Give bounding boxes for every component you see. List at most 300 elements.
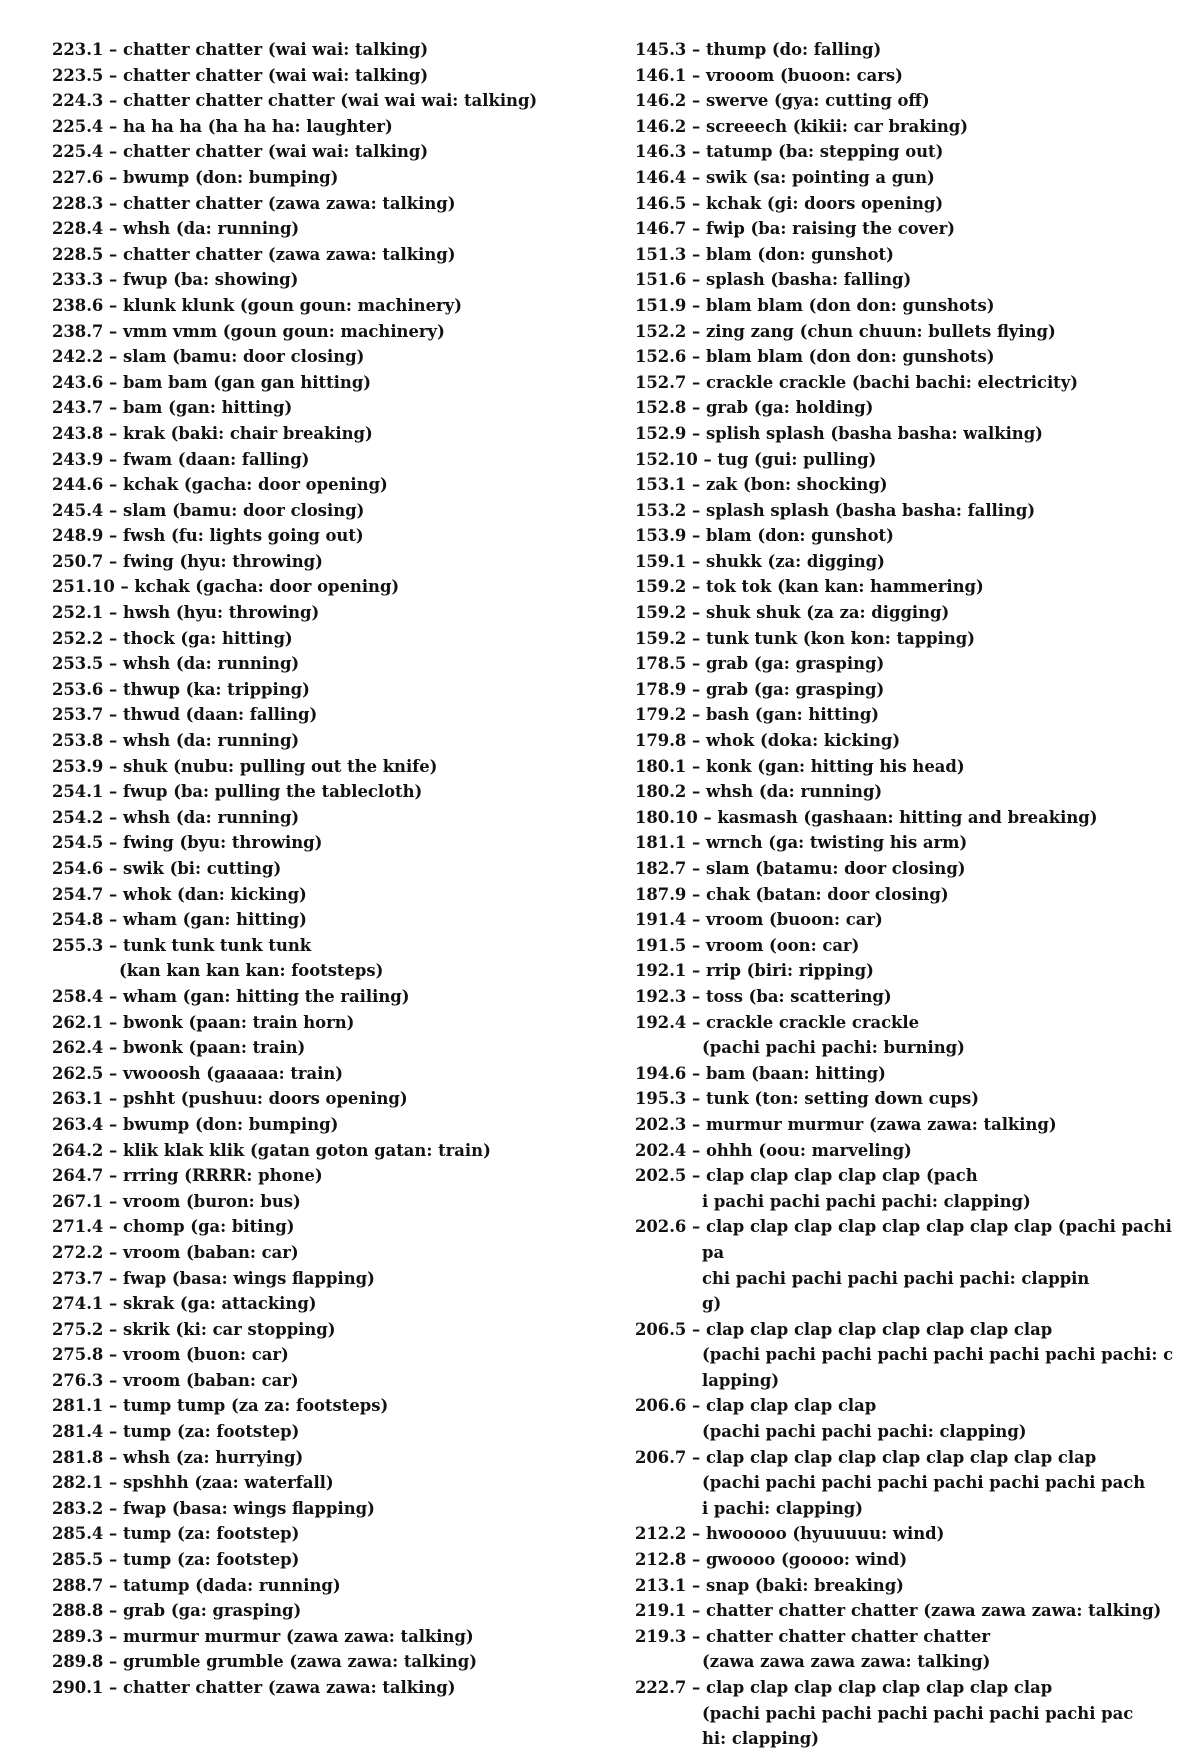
sound-effect-entry: [52, 293, 612, 319]
sound-effect-entry: [635, 1598, 1180, 1624]
separator-dash: –: [692, 244, 701, 264]
page-panel-code: 253.5: [52, 654, 104, 674]
separator-dash: –: [109, 40, 118, 59]
sound-effect-entry: [635, 1214, 1180, 1316]
sound-effect-text: vrooom (buoon: cars): [705, 65, 903, 85]
sound-effect-entry: [635, 114, 1180, 140]
separator-dash: –: [692, 1319, 701, 1339]
sound-effect-text: fwing (hyu: throwing): [122, 551, 323, 571]
sound-effect-text: slam (bamu: door closing): [122, 347, 365, 367]
separator-dash: –: [109, 116, 118, 136]
sound-effect-entry: [52, 370, 612, 396]
sound-effect-text: kchak (gi: doors opening): [705, 193, 944, 213]
sound-effect-text: wham (gan: hitting): [122, 910, 307, 930]
sound-effect-text: whsh (da: running): [122, 731, 300, 751]
sound-effect-entry: [52, 1419, 612, 1445]
separator-dash: –: [692, 321, 701, 341]
sound-effect-entry: [635, 958, 1180, 984]
page-panel-code: 275.2: [52, 1319, 104, 1339]
sound-effect-entry: [52, 114, 612, 140]
sound-effect-text: zak (bon: shocking): [705, 475, 888, 495]
page-panel-code: 212.2: [635, 1524, 687, 1544]
sound-effect-text: fwing (byu: throwing): [122, 833, 323, 853]
sound-effect-entry: [635, 882, 1180, 908]
separator-dash: –: [692, 372, 701, 392]
page-panel-code: 192.3: [635, 986, 687, 1006]
separator-dash: –: [692, 1601, 701, 1621]
sound-effect-entry: [52, 1649, 612, 1675]
sound-effect-text: screeech (kikii: car braking): [705, 116, 968, 136]
sound-effect-entry: [52, 702, 612, 728]
page-panel-code: 275.8: [52, 1345, 104, 1365]
separator-dash: –: [109, 1473, 118, 1493]
sound-effect-text: thock (ga: hitting): [122, 628, 293, 648]
separator-dash: –: [109, 603, 118, 623]
page-panel-code: 202.4: [635, 1140, 687, 1160]
sound-effect-entry: [635, 1547, 1180, 1573]
sound-effect-entry: [635, 1086, 1180, 1112]
separator-dash: –: [109, 986, 118, 1006]
separator-dash: –: [109, 1191, 118, 1211]
sound-effect-entry: [635, 139, 1180, 165]
sound-effect-text: chomp (ga: biting): [122, 1217, 295, 1237]
page-panel-code: 281.4: [52, 1422, 104, 1442]
sound-effect-entry: [52, 395, 612, 421]
separator-dash: –: [692, 705, 701, 725]
page-panel-code: 262.5: [52, 1063, 104, 1083]
sound-effect-text: shukk (za: digging): [705, 551, 885, 571]
sound-effect-entry: [52, 779, 612, 805]
sound-effect-entry: [52, 1138, 612, 1164]
sound-effect-entry: [52, 651, 612, 677]
page-panel-code: 264.2: [52, 1140, 104, 1160]
sound-effect-entry: [635, 984, 1180, 1010]
separator-dash: –: [109, 884, 118, 904]
separator-dash: –: [109, 1550, 118, 1570]
sound-effect-entry: [52, 1496, 612, 1522]
sound-effect-text: grab (ga: grasping): [122, 1601, 302, 1621]
page-panel-code: 245.4: [52, 500, 104, 520]
page-panel-code: 233.3: [52, 270, 104, 290]
sound-effect-text: grab (ga: grasping): [705, 679, 885, 699]
separator-dash: –: [109, 1166, 118, 1186]
sound-effect-text: splash (basha: falling): [705, 270, 912, 290]
page-panel-code: 152.2: [635, 321, 687, 341]
page-panel-code: 192.1: [635, 961, 687, 981]
page-panel-code: 224.3: [52, 91, 104, 111]
sound-effect-text: tok tok (kan kan: hammering): [705, 577, 984, 597]
sound-effect-text: swik (sa: pointing a gun): [705, 167, 935, 187]
page-panel-code: 159.2: [635, 628, 687, 648]
page-panel-code: 178.9: [635, 679, 687, 699]
sound-effect-text: fwup (ba: pulling the tablecloth): [122, 782, 423, 802]
sound-effect-text: chatter chatter (wai wai: talking): [122, 142, 429, 162]
separator-dash: –: [692, 167, 701, 187]
sound-effect-text: ohhh (oou: marveling): [705, 1140, 912, 1160]
sound-effect-entry: [635, 472, 1180, 498]
separator-dash: –: [109, 372, 118, 392]
sound-effect-text: clap clap clap clap (pachi pachi pachi pachi: clapping): [702, 1396, 1027, 1442]
separator-dash: –: [109, 321, 118, 341]
sound-effect-entry: [52, 1547, 612, 1573]
page-panel-code: 285.4: [52, 1524, 104, 1544]
page-panel-code: 225.4: [52, 116, 104, 136]
page-panel-code: 180.10: [635, 807, 698, 827]
separator-dash: –: [109, 91, 118, 111]
separator-dash: –: [109, 142, 118, 162]
sound-effect-text: tunk tunk tunk tunk (kan kan kan kan: footsteps): [119, 935, 384, 981]
separator-dash: –: [692, 475, 701, 495]
page-panel-code: 152.10: [635, 449, 698, 469]
sound-effect-text: whsh (da: running): [122, 807, 300, 827]
page-panel-code: 285.5: [52, 1550, 104, 1570]
sound-effect-entry: [635, 1317, 1180, 1394]
separator-dash: –: [109, 1038, 118, 1058]
separator-dash: –: [109, 1012, 118, 1032]
page-panel-code: 159.2: [635, 577, 687, 597]
sound-effect-entry: [635, 267, 1180, 293]
sound-effect-text: chak (batan: door closing): [705, 884, 949, 904]
separator-dash: –: [692, 1678, 701, 1697]
separator-dash: –: [692, 986, 701, 1006]
sound-effect-entry: [635, 191, 1180, 217]
separator-dash: –: [109, 423, 118, 443]
page-panel-code: 146.4: [635, 167, 687, 187]
sound-effect-entry: [635, 907, 1180, 933]
sound-effect-entry: [635, 1675, 1180, 1752]
sound-effect-entry: [52, 1291, 612, 1317]
sound-effect-text: clap clap clap clap clap clap clap clap clap (pachi pachi pachi pachi pachi pachi pachi pach i pachi: clapping): [702, 1447, 1146, 1518]
sound-effect-text: splash splash (basha basha: falling): [705, 500, 1036, 520]
sound-effect-text: bam (gan: hitting): [122, 398, 293, 418]
sound-effect-text: bwonk (paan: train): [122, 1038, 306, 1058]
separator-dash: –: [109, 679, 118, 699]
separator-dash: –: [109, 859, 118, 878]
sound-effect-text: wham (gan: hitting the railing): [122, 986, 410, 1006]
separator-dash: –: [109, 295, 118, 315]
sound-effect-text: vroom (buron: bus): [122, 1191, 301, 1211]
sound-effect-text: spshhh (zaa: waterfall): [122, 1473, 334, 1493]
page-panel-code: 267.1: [52, 1191, 104, 1211]
sound-effect-entry: [52, 549, 612, 575]
sound-effect-entry: [52, 1010, 612, 1036]
separator-dash: –: [109, 1524, 118, 1544]
page-panel-code: 206.5: [635, 1319, 687, 1339]
sound-effect-text: fwip (ba: raising the cover): [705, 219, 956, 239]
page-panel-code: 248.9: [52, 526, 104, 546]
separator-dash: –: [692, 884, 701, 904]
sound-effect-text: kchak (gacha: door opening): [122, 475, 388, 495]
separator-dash: –: [692, 347, 701, 367]
sound-effect-entry: [52, 1470, 612, 1496]
sound-effect-text: tump (za: footstep): [122, 1422, 300, 1442]
separator-dash: –: [692, 1524, 701, 1544]
sound-effect-text: chatter chatter (zawa zawa: talking): [122, 193, 456, 213]
sound-effect-entry: [52, 1086, 612, 1112]
separator-dash: –: [692, 65, 701, 85]
separator-dash: –: [692, 193, 701, 213]
page-panel-code: 243.6: [52, 372, 104, 392]
sound-effect-entry: [52, 830, 612, 856]
separator-dash: –: [692, 577, 701, 597]
separator-dash: –: [692, 500, 701, 520]
sound-effect-text: klik klak klik (gatan goton gatan: train): [122, 1140, 491, 1160]
sound-effect-entry: [635, 1112, 1180, 1138]
separator-dash: –: [109, 500, 118, 520]
sound-effect-entry: [52, 319, 612, 345]
page-panel-code: 225.4: [52, 142, 104, 162]
page-panel-code: 288.7: [52, 1575, 104, 1595]
sound-effect-entry: [52, 1675, 612, 1701]
page-panel-code: 153.1: [635, 475, 687, 495]
sound-effect-text: chatter chatter chatter chatter (zawa zawa zawa zawa: talking): [702, 1626, 991, 1672]
sound-effect-entry: [52, 882, 612, 908]
separator-dash: –: [692, 603, 701, 623]
page-panel-code: 146.3: [635, 142, 687, 162]
sound-effect-text: vroom (oon: car): [705, 935, 860, 955]
sound-effect-entry: [52, 421, 612, 447]
separator-dash: –: [109, 398, 118, 418]
page-panel-code: 202.5: [635, 1166, 687, 1186]
separator-dash: –: [109, 782, 118, 802]
sound-effect-entry: [52, 1189, 612, 1215]
page-panel-code: 238.7: [52, 321, 104, 341]
left-column: [52, 37, 612, 1701]
sound-effect-entry: [52, 1035, 612, 1061]
sound-effect-text: grumble grumble (zawa zawa: talking): [122, 1652, 477, 1672]
separator-dash: –: [109, 449, 118, 469]
sound-effect-entry: [52, 933, 612, 984]
page-panel-code: 191.4: [635, 910, 687, 930]
sound-effect-entry: [635, 600, 1180, 626]
sound-effect-text: whok (dan: kicking): [122, 884, 307, 904]
separator-dash: –: [109, 1089, 118, 1109]
sound-effect-text: swik (bi: cutting): [122, 859, 282, 878]
separator-dash: –: [109, 347, 118, 367]
sound-effect-text: krak (baki: chair breaking): [122, 423, 373, 443]
separator-dash: –: [692, 910, 701, 930]
page-panel-code: 219.3: [635, 1626, 687, 1646]
page-panel-code: 282.1: [52, 1473, 104, 1493]
sound-effect-text: bam (baan: hitting): [705, 1063, 886, 1083]
page-panel-code: 253.6: [52, 679, 104, 699]
sound-effect-text: vroom (buon: car): [122, 1345, 289, 1365]
separator-dash: –: [692, 628, 701, 648]
sound-effect-entry: [635, 856, 1180, 882]
page-panel-code: 263.4: [52, 1114, 104, 1134]
separator-dash: –: [109, 1422, 118, 1442]
page-panel-code: 202.6: [635, 1217, 687, 1237]
sound-effect-text: clap clap clap clap clap clap clap clap (pachi pachi pachi pachi pachi pachi pachi pachi: c lapping): [702, 1319, 1174, 1390]
page-panel-code: 228.4: [52, 219, 104, 239]
sound-effect-text: clap clap clap clap clap clap clap clap (pachi pachi pachi pachi pachi pachi pachi pac hi: clapping): [702, 1678, 1134, 1749]
sound-effect-text: tump (za: footstep): [122, 1550, 300, 1570]
sound-effect-entry: [52, 472, 612, 498]
sound-effect-entry: [52, 984, 612, 1010]
separator-dash: –: [109, 1294, 118, 1314]
sound-effect-text: slam (batamu: door closing): [705, 859, 966, 878]
sound-effect-entry: [52, 216, 612, 242]
sound-effect-entry: [52, 498, 612, 524]
sound-effect-text: whok (doka: kicking): [705, 731, 901, 751]
sound-effect-text: chatter chatter (wai wai: talking): [122, 40, 429, 59]
separator-dash: –: [109, 1242, 118, 1262]
separator-dash: –: [109, 910, 118, 930]
sound-effect-text: tatump (dada: running): [122, 1575, 341, 1595]
sound-effect-text: blam (don: gunshot): [705, 526, 894, 546]
separator-dash: –: [703, 807, 712, 827]
sound-effect-entry: [52, 1266, 612, 1292]
sound-effect-text: fwam (daan: falling): [122, 449, 310, 469]
separator-dash: –: [692, 1012, 701, 1032]
sound-effect-entry: [52, 1317, 612, 1343]
page-panel-code: 243.7: [52, 398, 104, 418]
sound-effect-text: slam (bamu: door closing): [122, 500, 365, 520]
page-panel-code: 146.5: [635, 193, 687, 213]
sound-effect-entry: [52, 1521, 612, 1547]
sound-effect-text: klunk klunk (goun goun: machinery): [122, 295, 462, 315]
separator-dash: –: [109, 1268, 118, 1288]
page-panel-code: 274.1: [52, 1294, 104, 1314]
page-panel-code: 179.2: [635, 705, 687, 725]
sound-effect-entry: [635, 1010, 1180, 1061]
sound-effect-text: blam blam (don don: gunshots): [705, 347, 995, 367]
sound-effect-text: bam bam (gan gan hitting): [122, 372, 372, 392]
page-panel-code: 253.9: [52, 756, 104, 776]
separator-dash: –: [109, 705, 118, 725]
sound-effect-text: kchak (gacha: door opening): [134, 577, 400, 597]
sound-effect-entry: [52, 523, 612, 549]
sound-effect-entry: [52, 1163, 612, 1189]
sound-effect-text: blam (don: gunshot): [705, 244, 894, 264]
sound-effect-text: fwup (ba: showing): [122, 270, 299, 290]
sound-effect-text: thump (do: falling): [705, 40, 882, 59]
sound-effect-text: vwooosh (gaaaaa: train): [122, 1063, 344, 1083]
sound-effect-text: chatter chatter (zawa zawa: talking): [122, 244, 456, 264]
sound-effect-entry: [52, 856, 612, 882]
sound-effect-text: chatter chatter (wai wai: talking): [122, 65, 429, 85]
separator-dash: –: [692, 961, 701, 981]
sound-effect-text: wrnch (ga: twisting his arm): [705, 833, 968, 853]
separator-dash: –: [109, 756, 118, 776]
page-panel-code: 178.5: [635, 654, 687, 674]
separator-dash: –: [109, 1345, 118, 1365]
separator-dash: –: [109, 1370, 118, 1390]
sound-effect-entry: [52, 1624, 612, 1650]
sound-effect-text: chatter chatter chatter (zawa zawa zawa: talking): [705, 1601, 1162, 1621]
separator-dash: –: [692, 551, 701, 571]
sound-effect-entry: [635, 523, 1180, 549]
sound-effect-entry: [635, 830, 1180, 856]
sound-effect-entry: [635, 805, 1180, 831]
sound-effect-entry: [635, 370, 1180, 396]
separator-dash: –: [109, 193, 118, 213]
page-panel-code: 151.3: [635, 244, 687, 264]
sound-effect-text: shuk (nubu: pulling out the knife): [122, 756, 438, 776]
sound-effect-text: tump (za: footstep): [122, 1524, 300, 1544]
sound-effect-entry: [635, 1521, 1180, 1547]
sound-effect-entry: [635, 1393, 1180, 1444]
separator-dash: –: [692, 91, 701, 111]
sound-effect-entry: [52, 728, 612, 754]
separator-dash: –: [692, 526, 701, 546]
separator-dash: –: [692, 833, 701, 853]
separator-dash: –: [692, 756, 701, 776]
page-panel-code: 271.4: [52, 1217, 104, 1237]
separator-dash: –: [692, 295, 701, 315]
sound-effect-text: fwsh (fu: lights going out): [122, 526, 364, 546]
separator-dash: –: [692, 731, 701, 751]
page-panel-code: 151.9: [635, 295, 687, 315]
sound-effect-entry: [52, 1342, 612, 1368]
sound-effect-text: grab (ga: grasping): [705, 654, 885, 674]
sound-effect-text: skrak (ga: attacking): [122, 1294, 317, 1314]
sound-effect-text: whsh (za: hurrying): [122, 1447, 304, 1467]
separator-dash: –: [692, 142, 701, 162]
separator-dash: –: [692, 859, 701, 878]
sound-effect-text: chatter chatter chatter (wai wai wai: talking): [122, 91, 538, 111]
sound-effect-text: fwap (basa: wings flapping): [122, 1498, 375, 1518]
sound-effect-text: blam blam (don don: gunshots): [705, 295, 995, 315]
sound-effect-text: thwup (ka: tripping): [122, 679, 310, 699]
separator-dash: –: [692, 423, 701, 443]
separator-dash: –: [692, 1550, 701, 1570]
sound-effect-entry: [52, 805, 612, 831]
page-panel-code: 179.8: [635, 731, 687, 751]
sound-effect-entry: [52, 1240, 612, 1266]
page-panel-code: 254.7: [52, 884, 104, 904]
page-panel-code: 191.5: [635, 935, 687, 955]
page-panel-code: 212.8: [635, 1550, 687, 1570]
separator-dash: –: [692, 1447, 701, 1467]
sound-effect-entry: [635, 63, 1180, 89]
sound-effect-entry: [52, 1598, 612, 1624]
sound-effect-text: vroom (baban: car): [122, 1370, 299, 1390]
sound-effect-text: tunk (ton: setting down cups): [705, 1089, 979, 1109]
separator-dash: –: [692, 116, 701, 136]
separator-dash: –: [692, 398, 701, 418]
sound-effect-text: konk (gan: hitting his head): [705, 756, 965, 776]
sound-effect-text: tunk tunk (kon kon: tapping): [705, 628, 976, 648]
sound-effect-entry: [635, 549, 1180, 575]
page-panel-code: 276.3: [52, 1370, 104, 1390]
separator-dash: –: [692, 1114, 701, 1134]
page-panel-code: 180.1: [635, 756, 687, 776]
page-panel-code: 159.1: [635, 551, 687, 571]
page-panel-code: 146.2: [635, 116, 687, 136]
sound-effect-entry: [635, 88, 1180, 114]
separator-dash: –: [109, 1063, 118, 1083]
sound-effect-text: vmm vmm (goun goun: machinery): [122, 321, 445, 341]
page-panel-code: 187.9: [635, 884, 687, 904]
page-panel-code: 153.9: [635, 526, 687, 546]
page-panel-code: 228.3: [52, 193, 104, 213]
page-panel-code: 251.10: [52, 577, 115, 597]
sound-effect-entry: [52, 267, 612, 293]
separator-dash: –: [692, 782, 701, 802]
page-panel-code: 253.8: [52, 731, 104, 751]
separator-dash: –: [109, 475, 118, 495]
sound-effect-text: pshht (pushuu: doors opening): [122, 1089, 408, 1109]
sound-effect-entry: [635, 293, 1180, 319]
page-panel-code: 252.1: [52, 603, 104, 623]
separator-dash: –: [109, 551, 118, 571]
separator-dash: –: [692, 270, 701, 290]
page-panel-code: 262.4: [52, 1038, 104, 1058]
page-panel-code: 281.8: [52, 1447, 104, 1467]
sound-effect-entry: [635, 242, 1180, 268]
page-panel-code: 146.7: [635, 219, 687, 239]
